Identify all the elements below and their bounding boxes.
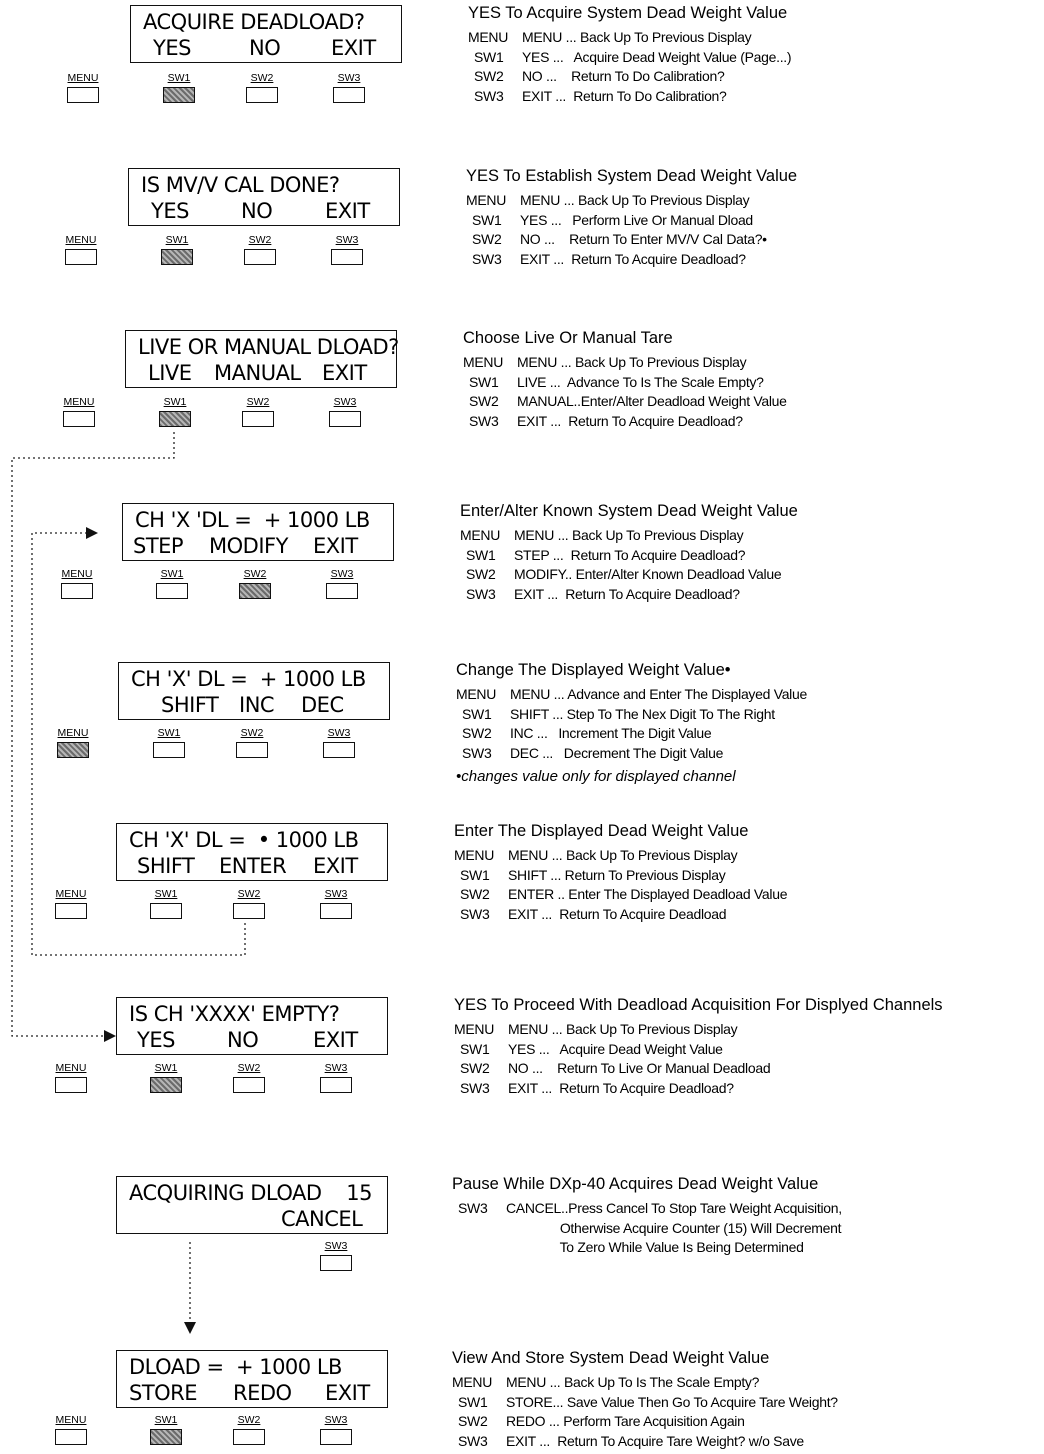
sw1-key-cap[interactable] — [163, 87, 195, 103]
sw1-button[interactable] — [149, 1062, 183, 1093]
menu-label: MENU — [55, 1062, 87, 1074]
lcd-line-1: CH 'X' DL = • 1000 LB — [129, 828, 359, 852]
sw2-key-cap[interactable] — [233, 1077, 265, 1093]
description-title: Pause While DXp-40 Acquires Dead Weight Value — [452, 1175, 819, 1193]
row-key: SW3 — [458, 1200, 488, 1216]
sw1-label: SW1 — [167, 72, 191, 84]
sw3-button[interactable] — [332, 72, 366, 103]
row-action: YES ... Acquire Dead Weight Value (Page...) — [522, 48, 792, 65]
row-key: SW2 — [472, 231, 502, 247]
description-row — [466, 191, 797, 211]
sw3-label: SW3 — [333, 396, 357, 408]
menu-label: MENU — [55, 1414, 87, 1426]
description-row — [452, 1373, 838, 1393]
lcd-softkey-label: INC — [239, 693, 275, 717]
sw1-button[interactable] — [158, 396, 192, 427]
description-block — [463, 327, 787, 431]
description-block — [452, 1173, 842, 1258]
sw2-label: SW2 — [237, 1062, 261, 1074]
menu-button[interactable] — [54, 888, 88, 919]
sw1-key-cap[interactable] — [153, 742, 185, 758]
sw3-button[interactable] — [325, 568, 359, 599]
description-row — [454, 1040, 943, 1060]
sw3-key-cap[interactable] — [320, 1255, 352, 1271]
row-action: MENU ... Back Up To Previous Display — [508, 1021, 738, 1037]
row-key: SW2 — [458, 1413, 488, 1429]
row-action: EXIT ... Return To Acquire Deadload? — [508, 1079, 734, 1096]
row-key: MENU — [463, 354, 504, 370]
description-row — [452, 1393, 838, 1413]
description-title: YES To Proceed With Deadload Acquisition For Displyed Channels — [454, 996, 943, 1014]
sw3-label: SW3 — [337, 72, 361, 84]
row-key: SW3 — [458, 1432, 488, 1449]
sw2-key-cap[interactable] — [246, 87, 278, 103]
description-title: View And Store System Dead Weight Value — [452, 1349, 770, 1367]
menu-label: MENU — [55, 888, 87, 900]
lcd-softkey-label: EXIT — [331, 36, 376, 60]
lcd-line-1: CH 'X' DL = + 1000 LB — [131, 667, 366, 691]
sw2-label: SW2 — [240, 727, 264, 739]
sw2-key-cap[interactable] — [236, 742, 268, 758]
row-key: SW3 — [469, 412, 499, 429]
description-row — [463, 353, 787, 373]
row-action: MENU ... Advance and Enter The Displayed Value — [510, 686, 807, 702]
description-row — [463, 373, 787, 393]
sw2-key-cap[interactable] — [233, 903, 265, 919]
menu-key-cap[interactable] — [61, 583, 93, 599]
row-action: INC ... Increment The Digit Value — [510, 725, 712, 741]
sw1-label: SW1 — [165, 234, 189, 246]
description-row — [456, 724, 807, 744]
lcd-softkey-label: EXIT — [325, 199, 370, 223]
menu-key-cap[interactable] — [55, 1429, 87, 1445]
sw2-key-cap[interactable] — [244, 249, 276, 265]
arrowhead-empty — [104, 1030, 116, 1042]
row-action: EXIT ... Return To Acquire Tare Weight? w/o Save — [506, 1432, 804, 1449]
sw2-button[interactable] — [243, 234, 277, 265]
menu-key-cap[interactable] — [55, 1077, 87, 1093]
sw1-key-cap[interactable] — [159, 411, 191, 427]
lcd-softkey-label: ENTER — [219, 854, 287, 878]
menu-label: MENU — [65, 234, 97, 246]
sw3-button[interactable] — [330, 234, 364, 265]
sw1-key-cap[interactable] — [150, 903, 182, 919]
lcd-display — [116, 997, 388, 1055]
description-block — [460, 500, 798, 604]
description-row — [466, 211, 797, 231]
description-title: YES To Establish System Dead Weight Value — [466, 167, 798, 185]
description-row — [454, 885, 787, 905]
menu-label: MENU — [57, 727, 89, 739]
sw3-button[interactable] — [319, 1240, 353, 1271]
sw2-label: SW2 — [237, 888, 261, 900]
sw2-label: SW2 — [248, 234, 272, 246]
menu-button[interactable] — [56, 727, 90, 758]
description-block — [452, 1347, 838, 1451]
sw1-button[interactable] — [149, 888, 183, 919]
description-title: Choose Live Or Manual Tare — [463, 329, 673, 347]
description-title: YES To Acquire System Dead Weight Value — [468, 4, 788, 22]
row-action: MODIFY.. Enter/Alter Known Deadload Value — [514, 566, 782, 582]
description-row — [468, 67, 791, 87]
row-key: SW1 — [472, 211, 502, 228]
sw1-label: SW1 — [157, 727, 181, 739]
row-key: SW3 — [462, 744, 492, 761]
row-action: STEP ... Return To Acquire Deadload? — [514, 546, 746, 563]
row-key: SW1 — [474, 48, 504, 65]
sw1-button[interactable] — [152, 727, 186, 758]
description-row — [456, 744, 807, 764]
sw2-button[interactable] — [232, 888, 266, 919]
menu-label: MENU — [67, 72, 99, 84]
row-action: EXIT ... Return To Acquire Deadload? — [520, 250, 746, 267]
lcd-softkey-label: REDO — [233, 1381, 292, 1405]
sw1-button[interactable] — [162, 72, 196, 103]
description-block — [468, 2, 791, 106]
row-key: SW1 — [462, 705, 492, 722]
sw3-key-cap[interactable] — [320, 903, 352, 919]
menu-button[interactable] — [66, 72, 100, 103]
sw2-button[interactable] — [235, 727, 269, 758]
sw2-key-cap[interactable] — [233, 1429, 265, 1445]
sw1-button[interactable] — [155, 568, 189, 599]
lcd-display — [130, 5, 402, 63]
lcd-softkey-label: LIVE — [148, 361, 192, 385]
sw3-button[interactable] — [319, 1062, 353, 1093]
description-row — [456, 685, 807, 705]
row-action: STORE... Save Value Then Go To Acquire Tare Weight? — [506, 1393, 838, 1410]
row-key: SW1 — [458, 1393, 488, 1410]
description-row — [454, 1079, 943, 1099]
menu-key-cap[interactable] — [67, 87, 99, 103]
sw3-button[interactable] — [319, 888, 353, 919]
description-block — [456, 659, 807, 787]
description-row — [468, 28, 791, 48]
sw3-label: SW3 — [324, 1414, 348, 1426]
lcd-line-1: IS MV/V CAL DONE? — [141, 173, 340, 197]
menu-button[interactable] — [54, 1062, 88, 1093]
lcd-softkey-label: YES — [153, 36, 191, 60]
sw2-label: SW2 — [243, 568, 267, 580]
row-action: EXIT ... Return To Acquire Deadload — [508, 905, 727, 922]
lcd-softkey-label: SHIFT — [161, 693, 219, 717]
row-action: YES ... Perform Live Or Manual Dload — [520, 211, 753, 228]
sw2-button[interactable] — [238, 568, 272, 599]
row-key: SW1 — [460, 1040, 490, 1057]
lcd-softkey-label: EXIT — [322, 361, 367, 385]
description-row — [460, 526, 798, 546]
lcd-softkey-label: STEP — [133, 534, 184, 558]
row-key: MENU — [456, 686, 497, 702]
menu-button[interactable] — [62, 396, 96, 427]
sw1-key-cap[interactable] — [150, 1429, 182, 1445]
sw2-button[interactable] — [232, 1062, 266, 1093]
sw3-label: SW3 — [330, 568, 354, 580]
lcd-display — [128, 168, 400, 226]
row-action: NO ... Return To Live Or Manual Deadload — [508, 1060, 771, 1076]
sw3-key-cap[interactable] — [333, 87, 365, 103]
lcd-softkey-label: EXIT — [313, 1028, 358, 1052]
row-action: MENU ... Back Up To Previous Display — [520, 192, 750, 208]
menu-button[interactable] — [54, 1414, 88, 1445]
description-row — [463, 392, 787, 412]
row-action: SHIFT ... Step To The Nex Digit To The Right — [510, 705, 775, 722]
sw2-button[interactable] — [245, 72, 279, 103]
row-key: MENU — [452, 1374, 493, 1390]
lcd-softkey-label: NO — [227, 1028, 259, 1052]
description-row — [466, 230, 797, 250]
lcd-line-1: ACQUIRING DLOAD 15 — [129, 1181, 372, 1205]
row-key: SW3 — [460, 905, 490, 922]
row-action: LIVE ... Advance To Is The Scale Empty? — [517, 373, 764, 390]
row-action: MENU ... Back Up To Previous Display — [522, 29, 752, 45]
lcd-softkey-label: EXIT — [313, 534, 358, 558]
row-key: MENU — [466, 192, 507, 208]
sw3-key-cap[interactable] — [331, 249, 363, 265]
sw3-button[interactable] — [319, 1414, 353, 1445]
row-key: SW1 — [469, 373, 499, 390]
arrowhead-dload — [184, 1322, 196, 1334]
row-key: SW2 — [466, 566, 496, 582]
row-key: SW3 — [474, 87, 504, 104]
description-row — [460, 546, 798, 566]
sw2-button[interactable] — [232, 1414, 266, 1445]
sw2-label: SW2 — [237, 1414, 261, 1426]
lcd-softkey-label: CANCEL — [281, 1207, 363, 1231]
sw1-label: SW1 — [154, 1062, 178, 1074]
sw1-label: SW1 — [154, 888, 178, 900]
row-action: MANUAL..Enter/Alter Deadload Weight Value — [517, 393, 787, 409]
description-title: Enter/Alter Known System Dead Weight Value — [460, 502, 798, 520]
row-key: SW3 — [472, 250, 502, 267]
lcd-display — [125, 330, 397, 388]
row-action: ENTER .. Enter The Displayed Deadload Value — [508, 886, 788, 902]
description-row — [452, 1238, 842, 1258]
lcd-softkey-label: EXIT — [325, 1381, 370, 1405]
sw3-key-cap[interactable] — [329, 411, 361, 427]
row-action: EXIT ... Return To Acquire Deadload? — [517, 412, 743, 429]
row-action: CANCEL..Press Cancel To Stop Tare Weight Acquisition, — [506, 1200, 842, 1216]
sw1-key-cap[interactable] — [156, 583, 188, 599]
row-action: Otherwise Acquire Counter (15) Will Decrement — [506, 1219, 842, 1236]
row-key: SW1 — [466, 546, 496, 563]
row-key: SW2 — [460, 886, 490, 902]
description-row — [463, 412, 787, 432]
row-key: SW3 — [460, 1079, 490, 1096]
lcd-softkey-label: STORE — [129, 1381, 198, 1405]
sw3-key-cap[interactable] — [323, 742, 355, 758]
lcd-softkey-label: SHIFT — [137, 854, 195, 878]
row-action: MENU ... Back Up To Is The Scale Empty? — [506, 1374, 760, 1390]
description-title: Enter The Displayed Dead Weight Value — [454, 822, 749, 840]
menu-label: MENU — [63, 396, 95, 408]
row-action: NO ... Return To Enter MV/V Cal Data?• — [520, 231, 767, 247]
menu-key-cap[interactable] — [65, 249, 97, 265]
menu-key-cap[interactable] — [55, 903, 87, 919]
sw1-label: SW1 — [154, 1414, 178, 1426]
arrowhead-step — [86, 527, 98, 539]
lcd-softkey-label: MODIFY — [209, 534, 288, 558]
description-row — [468, 87, 791, 107]
row-key: SW2 — [469, 393, 499, 409]
sw3-label: SW3 — [324, 1240, 348, 1252]
description-block — [466, 165, 797, 269]
row-key: SW1 — [460, 866, 490, 883]
row-action: To Zero While Value Is Being Determined — [506, 1239, 804, 1255]
lcd-softkey-label: NO — [249, 36, 281, 60]
row-action: DEC ... Decrement The Digit Value — [510, 744, 724, 761]
menu-key-cap[interactable] — [63, 411, 95, 427]
sw1-button[interactable] — [160, 234, 194, 265]
sw3-label: SW3 — [327, 727, 351, 739]
sw3-button[interactable] — [322, 727, 356, 758]
sw2-key-cap[interactable] — [239, 583, 271, 599]
lcd-display — [116, 1176, 388, 1234]
row-key: MENU — [454, 847, 495, 863]
row-key: SW2 — [462, 725, 492, 741]
lcd-softkey-label: EXIT — [313, 854, 358, 878]
row-action: MENU ... Back Up To Previous Display — [514, 527, 744, 543]
description-row — [452, 1199, 842, 1219]
description-row — [456, 705, 807, 725]
lcd-softkey-label: MANUAL — [214, 361, 301, 385]
description-row — [454, 1020, 943, 1040]
row-key: MENU — [468, 29, 509, 45]
description-row — [454, 846, 787, 866]
lcd-softkey-label: YES — [137, 1028, 175, 1052]
sw3-key-cap[interactable] — [326, 583, 358, 599]
lcd-line-1: DLOAD = + 1000 LB — [129, 1355, 342, 1379]
sw1-button[interactable] — [149, 1414, 183, 1445]
description-row — [460, 585, 798, 605]
description-row — [454, 866, 787, 886]
footnote: •changes value only for displayed channel — [456, 768, 736, 785]
description-block — [454, 820, 787, 924]
sw3-key-cap[interactable] — [320, 1429, 352, 1445]
lcd-line-1: LIVE OR MANUAL DLOAD? — [138, 335, 399, 359]
row-action: SHIFT ... Return To Previous Display — [508, 866, 726, 883]
lcd-display — [118, 662, 390, 720]
description-row — [452, 1432, 838, 1452]
row-action: MENU ... Back Up To Previous Display — [508, 847, 738, 863]
sw2-button[interactable] — [241, 396, 275, 427]
menu-button[interactable] — [64, 234, 98, 265]
sw2-label: SW2 — [246, 396, 270, 408]
description-row — [460, 565, 798, 585]
sw3-button[interactable] — [328, 396, 362, 427]
menu-button[interactable] — [60, 568, 94, 599]
sw3-label: SW3 — [324, 1062, 348, 1074]
lcd-softkey-label: NO — [241, 199, 273, 223]
description-row — [466, 250, 797, 270]
sw3-label: SW3 — [335, 234, 359, 246]
lcd-display — [122, 503, 394, 561]
sw2-label: SW2 — [250, 72, 274, 84]
lcd-display — [116, 823, 388, 881]
sw1-key-cap[interactable] — [161, 249, 193, 265]
row-key: SW3 — [466, 585, 496, 602]
sw1-key-cap[interactable] — [150, 1077, 182, 1093]
description-row — [468, 48, 791, 68]
description-row — [454, 905, 787, 925]
row-action: YES ... Acquire Dead Weight Value — [508, 1040, 723, 1057]
menu-label: MENU — [61, 568, 93, 580]
description-title: Change The Displayed Weight Value• — [456, 661, 731, 679]
sw2-key-cap[interactable] — [242, 411, 274, 427]
lcd-line-1: IS CH 'XXXX' EMPTY? — [129, 1002, 340, 1026]
row-key: MENU — [460, 527, 501, 543]
row-key: SW2 — [474, 68, 504, 84]
lcd-line-1: CH 'X 'DL = + 1000 LB — [135, 508, 370, 532]
row-key: MENU — [454, 1021, 495, 1037]
row-key: SW2 — [460, 1060, 490, 1076]
row-action: MENU ... Back Up To Previous Display — [517, 354, 747, 370]
description-row — [452, 1412, 838, 1432]
description-row — [452, 1219, 842, 1239]
lcd-line-1: ACQUIRE DEADLOAD? — [143, 10, 365, 34]
lcd-softkey-label: YES — [151, 199, 189, 223]
row-action: EXIT ... Return To Do Calibration? — [522, 87, 727, 104]
sw3-label: SW3 — [324, 888, 348, 900]
row-action: REDO ... Perform Tare Acquisition Again — [506, 1413, 745, 1429]
menu-key-cap[interactable] — [57, 742, 89, 758]
description-row — [454, 1059, 943, 1079]
sw3-key-cap[interactable] — [320, 1077, 352, 1093]
description-block — [454, 994, 943, 1098]
lcd-softkey-label: DEC — [301, 693, 344, 717]
lcd-display — [116, 1350, 388, 1408]
sw1-label: SW1 — [163, 396, 187, 408]
row-action: NO ... Return To Do Calibration? — [522, 68, 725, 84]
sw1-label: SW1 — [160, 568, 184, 580]
row-action: EXIT ... Return To Acquire Deadload? — [514, 585, 740, 602]
